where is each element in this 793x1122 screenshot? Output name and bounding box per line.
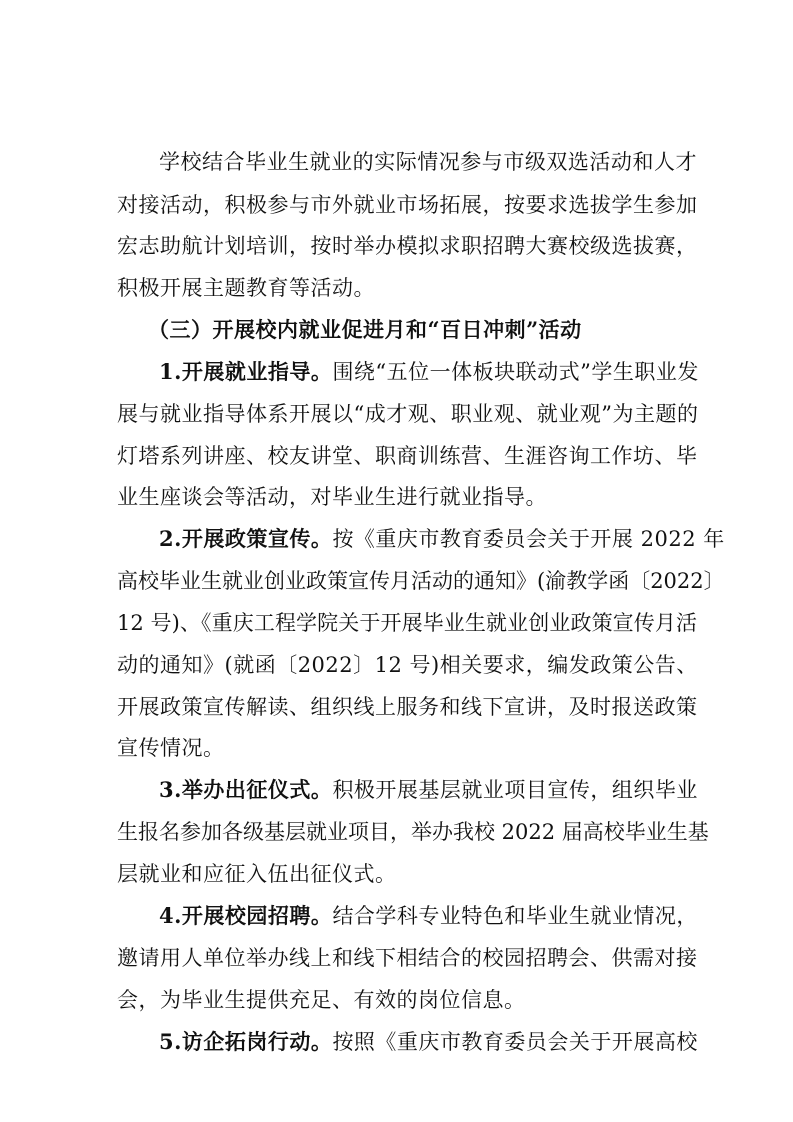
item-2-first-line	[159, 524, 725, 554]
item-3-title: 3.举办出征仪式。	[159, 777, 333, 802]
paragraph-line: 会，为毕业生提供充足、有效的岗位信息。	[117, 988, 526, 1012]
item-2-title: 2.开展政策宣传。	[159, 526, 333, 551]
item-4-text: 结合学科专业特色和毕业生就业情况，	[332, 904, 698, 928]
item-3-text: 积极开展基层就业项目宣传，组织毕业	[332, 778, 698, 802]
paragraph-line: 邀请用人单位举办线上和线下相结合的校园招聘会、供需对接	[117, 946, 698, 970]
item-2-text: 按《重庆市教育委员会关于开展 2022 年	[332, 527, 725, 551]
paragraph-line: 灯塔系列讲座、校友讲堂、职商训练营、生涯咨询工作坊、毕	[117, 444, 698, 468]
paragraph-line: 生报名参加各级基层就业项目，举办我校 2022 届高校毕业生基	[117, 820, 709, 844]
paragraph-line: 展与就业指导体系开展以“成才观、职业观、就业观”为主题的	[117, 402, 699, 426]
paragraph-line: 业生座谈会等活动，对毕业生进行就业指导。	[117, 485, 547, 509]
item-5-first-line	[159, 1027, 697, 1057]
paragraph-line: 高校毕业生就业创业政策宣传月活动的通知》(渝教学函〔2022〕	[117, 569, 725, 593]
item-1-title: 1.开展就业指导。	[159, 359, 333, 384]
item-5-title: 5.访企拓岗行动。	[159, 1029, 333, 1054]
paragraph-line: 开展政策宣传解读、组织线上服务和线下宣讲，及时报送政策	[117, 695, 698, 719]
paragraph-line: 对接活动，积极参与市外就业市场拓展，按要求选拔学生参加	[117, 193, 698, 217]
paragraph-line: 12 号)、《重庆工程学院关于开展毕业生就业创业政策宣传月活	[117, 611, 697, 635]
item-1-first-line	[159, 357, 697, 387]
item-3-first-line	[159, 775, 697, 805]
item-4-title: 4.开展校园招聘。	[159, 903, 333, 928]
paragraph-line: 动的通知》(就函〔2022〕12 号)相关要求，编发政策公告、	[117, 653, 698, 677]
item-5-text: 按照《重庆市教育委员会关于开展高校	[332, 1030, 698, 1054]
item-1-text: 围绕“五位一体板块联动式”学生职业发	[332, 360, 699, 384]
paragraph-line: 学校结合毕业生就业的实际情况参与市级双选活动和人才	[159, 150, 697, 174]
paragraph-line: 积极开展主题教育等活动。	[117, 276, 375, 300]
paragraph-line: 宏志助航计划培训，按时举办模拟求职招聘大赛校级选拔赛，	[117, 234, 698, 258]
item-4-first-line	[159, 901, 697, 931]
paragraph-line: 层就业和应征入伍出征仪式。	[117, 862, 397, 886]
section-heading: （三）开展校内就业促进月和“百日冲刺”活动	[148, 317, 582, 342]
paragraph-line: 宣传情况。	[117, 736, 225, 760]
